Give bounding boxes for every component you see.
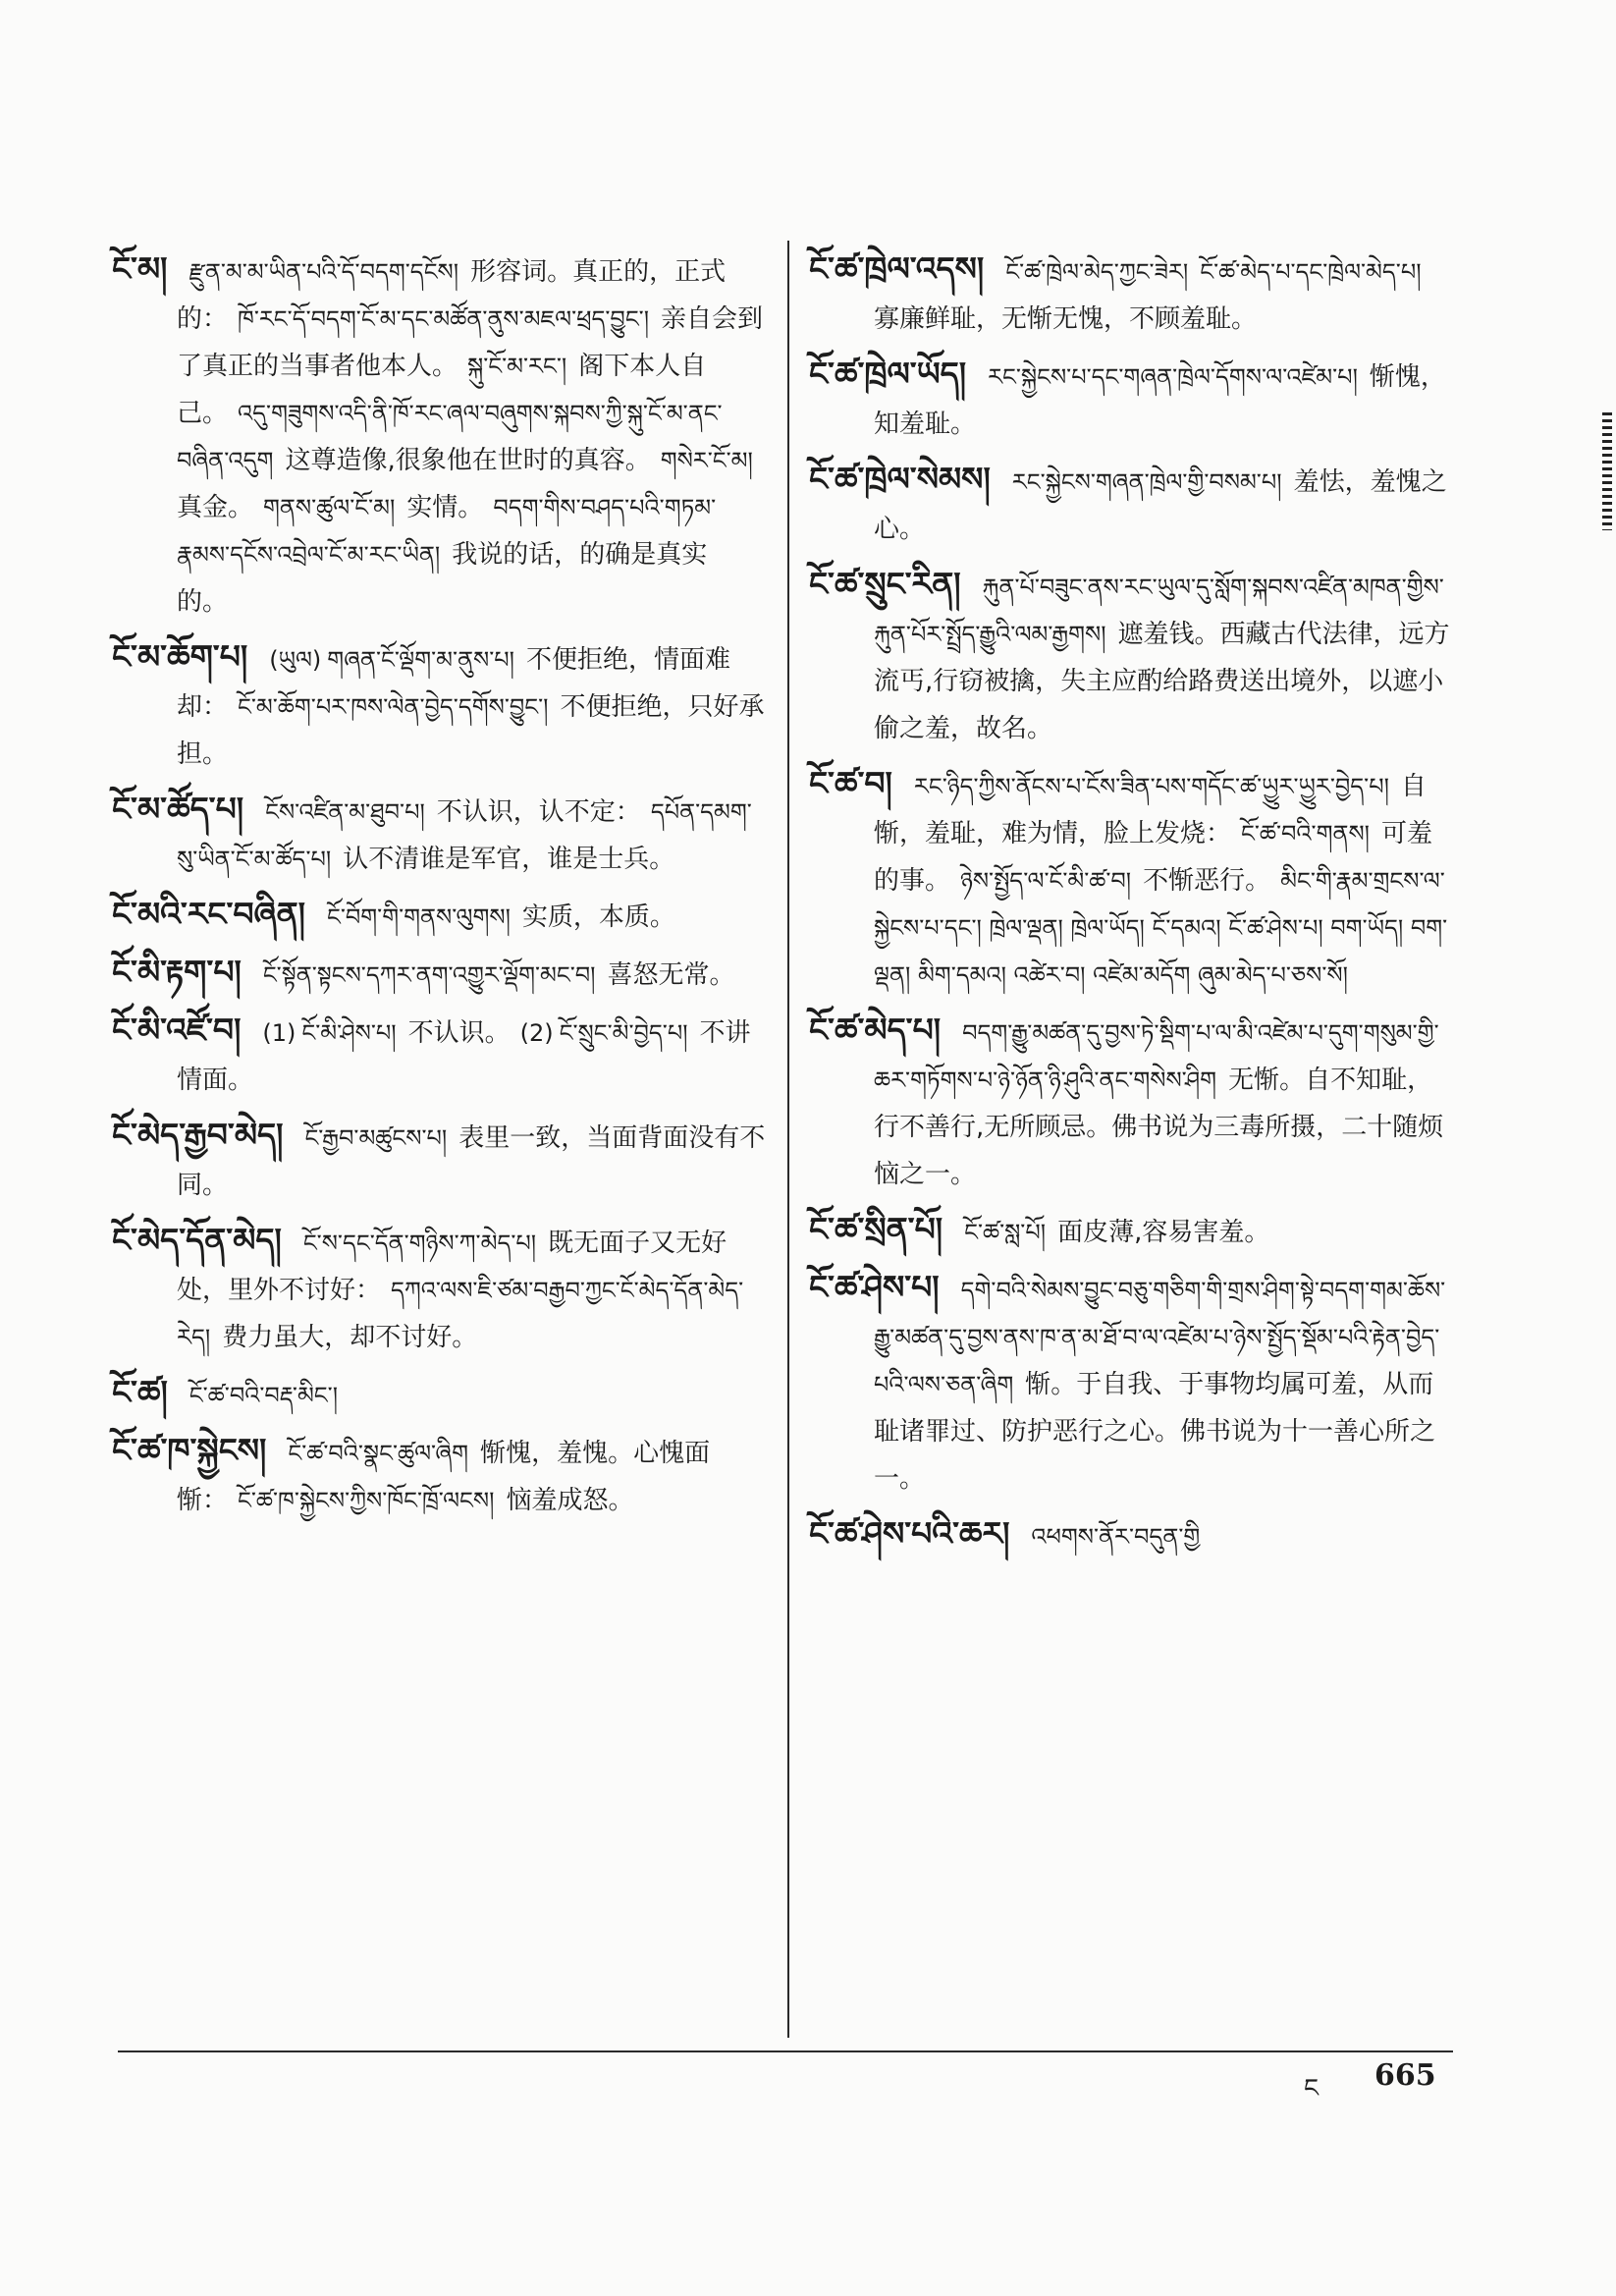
- footer-rule: [118, 2050, 1453, 2052]
- tibetan-text: ངོ་ཚ་བའི་གནས།: [1241, 820, 1371, 847]
- entry-headword: ངོ་མ་ཆོག་པ།: [112, 637, 248, 676]
- dictionary-entry: [112, 949, 766, 999]
- tibetan-text: གནས་ཚུལ་ངོ་མ།: [263, 494, 396, 521]
- dictionary-entry: [112, 1007, 766, 1104]
- chinese-definition: 不便拒绝，情面难却：: [177, 645, 730, 722]
- chinese-definition: 惭。于自我、于事物均属可羞，从而耻诸罪过、防护恶行之心。佛书说为十一善心所之一。: [874, 1370, 1436, 1494]
- chinese-definition: 实质，本质。: [521, 902, 675, 932]
- chinese-definition: 无惭。自不知耻，行不善行,无所顾忌。佛书说为三毒所摄，二十随烦恼之一。: [874, 1066, 1444, 1189]
- tibetan-text: ངོ་ཚ་བའི་བརྡ་མིང་།: [189, 1382, 339, 1409]
- dictionary-entry: [809, 760, 1453, 999]
- tibetan-text: རང་སྐྱེངས་གཞན་ཁྲེལ་གྱི་བསམ་པ།: [1011, 468, 1282, 496]
- chinese-definition: 既无面子又无好处，里外不讨好：: [177, 1229, 727, 1305]
- tibetan-text: སྐུ་ངོ་མ་རང་།: [467, 353, 567, 380]
- margin-scan-marks: [1602, 412, 1612, 530]
- chinese-definition: 真金。: [177, 493, 254, 522]
- entry-headword: ངོ་མའི་རང་བཞིན།: [112, 895, 305, 933]
- chinese-definition: 形容词。真正的，正式的：: [177, 257, 727, 334]
- tibetan-text: འདུ་གཟུགས་འདི་ནི་ཁོ་རང་ཞལ་བཞུགས་སྐབས་ཀྱི་སྐུ་ངོ་མ་ནང་བཞིན་འདུག: [177, 400, 723, 474]
- tibetan-text: ཉེས་སྤྱོད་ལ་ངོ་མི་ཚ་བ།: [960, 867, 1132, 895]
- dictionary-entry: [809, 1007, 1453, 1198]
- page-number: 665: [1374, 2058, 1436, 2093]
- entry-headword: ངོ་ཚ།: [112, 1373, 168, 1411]
- entry-headword: ངོ་མི་རྟག་པ།: [112, 953, 242, 991]
- dictionary-entry: [809, 1206, 1453, 1256]
- chinese-definition: 喜怒无常。: [607, 960, 735, 990]
- chinese-definition: 不认识。: [407, 1018, 511, 1048]
- dictionary-entry: [112, 891, 766, 941]
- entry-headword: ངོ་ཚ་ཁྲེལ་སེམས།: [809, 460, 991, 498]
- chinese-definition: 遮羞钱。西藏古代法律，远方流丐,行窃被擒，失主应酌给路费送出境外，以遮小偷之羞，故名。: [874, 620, 1450, 743]
- tibetan-text: དགེ་བའི་སེམས་བྱུང་བཅུ་གཅིག་གི་གྲས་ཤིག་སྟེ་བདག་གམ་ཆོས་རྒྱུ་མཚན་དུ་བྱས་ནས་ཁ་ན་མ་ཐོ་བ་ལ་འཛེམ་པ་ཉེས་སྤྱོད་སྡོམ་པའི་རྟེན་བྱེད་པའི་ལས་ཅན་ཞིག: [874, 1277, 1446, 1398]
- chinese-definition: 面皮薄,容易害羞。: [1057, 1218, 1270, 1247]
- chinese-definition: 不讲情面。: [177, 1018, 751, 1095]
- chinese-definition: 惭愧，知羞耻。: [874, 362, 1446, 439]
- tibetan-text: གསེར་ངོ་མ།: [660, 447, 753, 474]
- tibetan-text: ངོ་བོག་གི་གནས་ལུགས།: [326, 903, 511, 931]
- dictionary-entry: [112, 246, 766, 626]
- tibetan-text: ངོས་འཛིན་མ་ཐུབ་པ།: [265, 798, 425, 826]
- chinese-definition: 认不清谁是军官，谁是士兵。: [343, 845, 675, 874]
- chinese-definition: 表里一致，当面背面没有不同。: [177, 1123, 766, 1200]
- dictionary-entry: [112, 633, 766, 778]
- tibetan-text: འཕགས་ནོར་བདུན་གྱི: [1031, 1523, 1201, 1551]
- tibetan-text: མིང་གི་རྣམ་གྲངས་ལ་སྐྱེངས་པ་དང་། ཁྲེལ་ལྡན། ཁྲེལ་ཡོད། ངོ་དམའ། ངོ་ཚ་ཤེས་པ། བག་ཡོད། བག་ལྡན། མིག་དམའ། འཚེར་བ། འཛེམ་མདོག ཞུམ་མེད་པ་ཅས་སོ།: [874, 867, 1448, 989]
- entry-headword: ངོ་མ།: [112, 249, 168, 288]
- dictionary-entry: [809, 1510, 1453, 1560]
- tibetan-text: ངོ་ཚ་ཁ་སྐྱེངས་ཀྱིས་ཁོང་ཁྲོ་ལངས།: [238, 1487, 495, 1514]
- tibetan-text: ཁོ་རང་དོ་བདག་ངོ་མ་དང་མཚོན་ནུས་མཇལ་ཕྲད་བྱུང་།: [238, 305, 650, 333]
- tibetan-text: ངོ་ཚ་སླ་པོ།: [964, 1219, 1047, 1246]
- chinese-definition: 亲自会到了真正的当事者他本人。: [177, 304, 764, 381]
- tibetan-text: གཞན་ངོ་ལྡོག་མ་ནུས་པ།: [327, 646, 514, 674]
- tibetan-text: ངོ་སྲུང་མི་བྱེད་པ།: [559, 1019, 688, 1047]
- chinese-definition: 可羞的事。: [874, 819, 1433, 896]
- chinese-definition: 这尊造像,很象他在世时的真容。: [285, 446, 651, 475]
- sense-marker: (1): [262, 1019, 296, 1047]
- tibetan-text: བདག་རྒྱུ་མཚན་དུ་བྱས་ཏེ་སྡིག་པ་ལ་མི་འཛེམ་པ་དུག་གསུམ་གྱི་ཆར་གཏོགས་པ་ཉེ་ཉོན་ཉི་ཤུའི་ནང་གསེས་ཤིག: [874, 1019, 1439, 1094]
- dictionary-entry: [809, 456, 1453, 553]
- tibetan-text: རང་ཉིད་ཀྱིས་ནོངས་པ་ངོས་ཟིན་པས་གདོང་ཚ་ཡྱུར་ཡྱུར་བྱེད་པ།: [913, 773, 1389, 800]
- chinese-definition: 寡廉鲜耻，无惭无愧，不顾羞耻。: [874, 304, 1258, 334]
- chinese-definition: 我说的话，的确是真实的。: [177, 540, 708, 617]
- chinese-definition: 费力虽大，却不讨好。: [222, 1323, 478, 1352]
- tibetan-text: ངོ་སྟོན་སྟངས་དཀར་ནག་འགྱུར་ལྡོག་མང་བ།: [262, 961, 596, 989]
- chinese-definition: 恼羞成怒。: [506, 1486, 634, 1515]
- chinese-definition: 阁下本人自己。: [177, 352, 707, 428]
- entry-headword: ངོ་ཚ་ཁ་སྐྱེངས།: [112, 1431, 267, 1469]
- dictionary-entry: [809, 1264, 1453, 1503]
- tibetan-text: ངོ་ཚ་བའི་སྣང་ཚུལ་ཞིག: [288, 1440, 469, 1467]
- tibetan-text: བདག་གིས་བཤད་པའི་གཏམ་རྣམས་དངོས་འབྲེལ་ངོ་མ་རང་ཡིན།: [177, 494, 717, 569]
- entry-headword: ངོ་ཚ་མེད་པ།: [809, 1011, 942, 1049]
- chinese-definition: 不认识，认不定：: [436, 797, 641, 827]
- column-divider: [787, 241, 789, 2038]
- tibetan-text: དཔོན་དམག་སུ་ཡིན་ངོ་མ་ཚོད་པ།: [177, 798, 752, 873]
- left-column: [112, 246, 766, 2043]
- tibetan-text: ངོ་རྒྱབ་མཚུངས་པ།: [304, 1124, 448, 1152]
- dictionary-entry: [112, 786, 766, 883]
- entry-headword: ངོ་ཚ་སྲུང་རིན།: [809, 565, 961, 603]
- tibetan-text: ངོ་ས་དང་དོན་གཉིས་ཀ་མེད་པ།: [302, 1230, 537, 1257]
- footer-section-letter: ང: [1304, 2074, 1320, 2104]
- chinese-definition: 实情。: [406, 493, 484, 522]
- entry-headword: ངོ་མ་ཚོད་པ།: [112, 790, 244, 828]
- dictionary-entry: [809, 561, 1453, 752]
- entry-headword: ངོ་ཚ་ཁྲེལ་ཡོད།: [809, 355, 967, 393]
- entry-headword: ངོ་ཚ་སྲིན་པོ།: [809, 1210, 943, 1248]
- entry-headword: ངོ་ཚ་ཁྲེལ་འདས།: [809, 249, 985, 288]
- entry-headword: ངོ་ཚ་ཤེས་པའི་ཆར།: [809, 1514, 1010, 1553]
- dictionary-entry: [112, 1427, 766, 1524]
- tibetan-text: ངོ་མི་ཤེས་པ།: [301, 1019, 397, 1047]
- tibetan-text: རྫུན་མ་མ་ཡིན་པའི་དོ་བདག་དངོས།: [189, 258, 459, 286]
- entry-headword: ངོ་མེད་རྒྱབ་མེད།: [112, 1116, 284, 1154]
- tibetan-text: ངོ་ཚ་ཁྲེལ་མེད་ཀྱང་ཟེར།: [1005, 258, 1189, 286]
- chinese-definition: 不惭恶行。: [1143, 866, 1271, 896]
- chinese-definition: 羞怯，羞愧之心。: [874, 467, 1447, 544]
- dictionary-entry: [809, 246, 1453, 343]
- tibetan-text: རྐུན་པོ་བཟུང་ནས་རང་ཡུལ་དུ་སློག་སྐབས་འཛིན་མཁན་གྱིས་རྐུན་པོར་སྤྲོད་རྒྱུའི་ལམ་རྒྱགས།: [874, 574, 1444, 648]
- chinese-definition: 惭愧，羞愧。心愧面惭：: [177, 1439, 711, 1515]
- right-column: [809, 246, 1453, 2043]
- entry-headword: ངོ་ཚ་བ།: [809, 764, 892, 802]
- sense-marker: (2): [519, 1019, 554, 1047]
- entry-headword: ངོ་མི་འཛོ་བ།: [112, 1011, 242, 1049]
- entry-headword: ངོ་མེད་དོན་མེད།: [112, 1221, 282, 1259]
- chinese-definition: 不便拒绝，只好承担。: [177, 692, 765, 769]
- dictionary-entry: [112, 1112, 766, 1209]
- entry-headword: ངོ་ཚ་ཤེས་པ།: [809, 1268, 940, 1306]
- chinese-definition: 自惭，羞耻，难为情，脸上发烧：: [874, 772, 1427, 848]
- dictionary-entry: [809, 351, 1453, 448]
- dictionary-entry: [112, 1369, 766, 1419]
- sense-marker: (ཡུལ): [269, 646, 322, 674]
- tibetan-text: དཀའ་ལས་ཇི་ཙམ་བརྒྱབ་ཀྱང་ངོ་མེད་དོན་མེད་རེད།: [177, 1277, 744, 1351]
- tibetan-text: རང་སྐྱེངས་པ་དང་གཞན་ཁྲེལ་དོགས་ལ་འཛེམ་པ།: [988, 363, 1358, 391]
- tibetan-text: ངོ་མ་ཆོག་པར་ཁས་ལེན་བྱེད་དགོས་བྱུང་།: [238, 693, 549, 721]
- tibetan-text: ངོ་ཚ་མེད་པ་དང་ཁྲེལ་མེད་པ།: [1200, 258, 1422, 286]
- dictionary-entry: [112, 1217, 766, 1361]
